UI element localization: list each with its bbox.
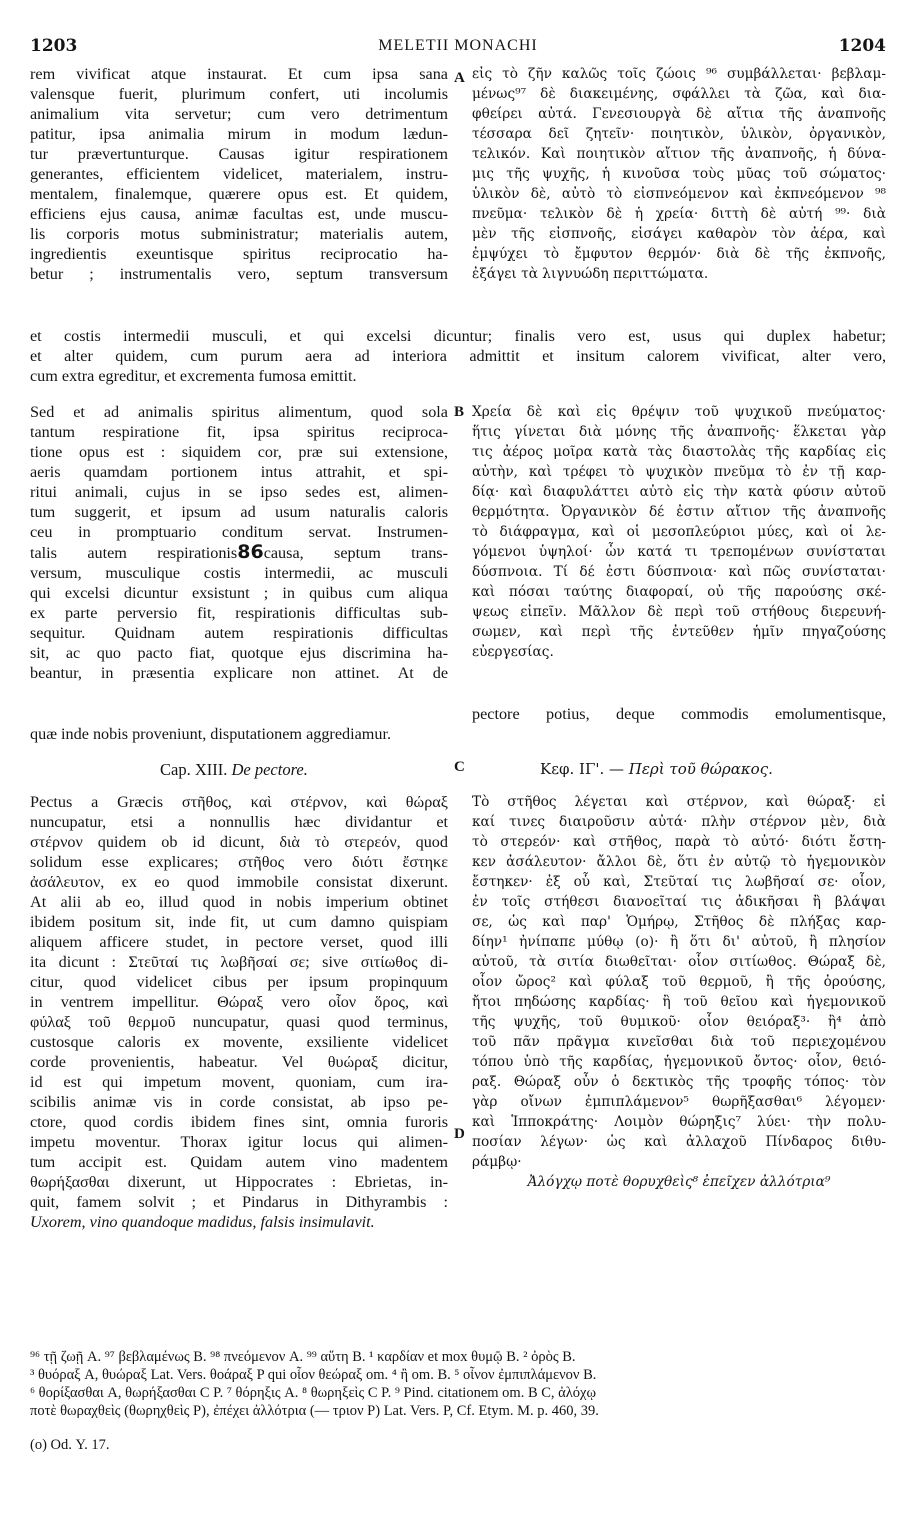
full-width-text-block1 [30, 326, 886, 386]
full-width-line: quæ inde nobis proveniunt, disputationem aggrediamur. [30, 725, 392, 743]
greek-line: εὐεργεσίας. [472, 644, 554, 660]
latin-line: custosque caloris ex movente, exsiliente videlicet [30, 1033, 448, 1051]
greek-line: ραξ. Θώραξ οὖν ὁ δεκτικὸς τῆς τροφῆς τόπος· τὸν [472, 1074, 886, 1090]
greek-line: μὲν τῆς εἰσπνοῆς, εἰσάγει καθαρὸν τὸν ἀέρα, καὶ [472, 226, 886, 242]
source-note-text: (o) Od. Υ. 17. [30, 1437, 110, 1453]
latin-line: corde provenientis, habeatur. Vel θυώραξ dicitur, [30, 1053, 448, 1071]
latin-line: patitur, ipsa animalia mirum in modum lædun- [30, 125, 448, 143]
greek-line: μένως⁹⁷ δὲ διακειμένης, σφάλλει τὰ ζῶα, καὶ δια- [472, 86, 886, 102]
full-width-line: cum extra egreditur, et excrementa fumosa emittit. [30, 367, 357, 385]
greek-line: γόμενοι ὑψηλοί· ὧν κατά τι τρεπομένων συνίσταται [472, 544, 886, 560]
greek-line: τελικόν. Καὶ ποιητικὸν αἴτιον τῆς ἀναπνοῆς, ἡ δύνα- [472, 146, 886, 162]
greek-line: φθείρει αὐτά. Γενεσιουργὰ δὲ αἴτια τῆς ἀναπνοῆς [472, 106, 886, 122]
greek-line: τοῦ πᾶν πρᾶγμα κινεῖσθαι διὰ τοῦ περιεχομένου [472, 1034, 886, 1050]
greek-chapter-number: Κεφ. ΙΓ'. — [540, 760, 625, 778]
running-title: MELETII MONACHI [378, 37, 538, 54]
latin-line: θωρήξασθαι dixerunt, ut Hippocrates : Ebrietas, in- [30, 1173, 448, 1191]
latin-line [30, 542, 448, 563]
latin-line: ingredientis exeuntisque spiritus reciprocatio ha- [30, 245, 448, 263]
latin-line: solidum esse explicares; στῆθος vero διότι ἔστηκε [30, 853, 448, 871]
greek-line: οἷον ὤρος² καὶ φύλαξ τοῦ θερμοῦ, ἢ τῆς ὀρούσης, [472, 974, 886, 990]
latin-line: sit, ac quo pacto fiat, quotque ejus discrimina ha- [30, 644, 448, 662]
latin-line-fragment: causa, septum trans- [263, 544, 448, 562]
footnote-line: ⁶ θορίξασθαι A, θωρήξασθαι C P. ⁷ θόρηξις A. ⁸ θωρηξεὶς C P. ⁹ Pind. citationem om. B C, ἀλόχῳ [30, 1385, 597, 1401]
greek-line: ἤτοι πηδώσης καρδίας· ἢ τοῦ θεῖου καὶ ἡγεμονικοῦ [472, 994, 886, 1010]
latin-line: aeris quamdam portionem intus attrahit, et spi- [30, 463, 448, 481]
latin-line: ibidem positum sit, inde fit, ut cum damno quispiam [30, 913, 448, 931]
greek-chapter-title: Περὶ τοῦ θώρακος. [628, 760, 773, 778]
greek-line: γὰρ οἴνων ἐμπιπλάμενον⁵ θωρῆξασθαι⁶ λέγομεν· [472, 1094, 886, 1110]
greek-line: τόπου ὑπὸ τῆς καρδίας, ἡγεμονικοῦ ὄντος· οἷον, θειό- [472, 1054, 886, 1070]
margin-column-number: 86 [237, 542, 264, 563]
latin-line: efficiens ejus causa, animæ facultas est, unde muscu- [30, 205, 448, 223]
latin-line: ceu in promptuario conditum servat. Instrumen- [30, 523, 448, 541]
latin-chapter-heading [160, 760, 308, 780]
greek-line: τῆς ψυχῆς, τοῦ θυμικοῦ· οἷον θειόραξ³· ἢ⁴ ἀπὸ [472, 1014, 886, 1030]
latin-line: tum suggerit, et ipsum ad usum naturalis caloris [30, 503, 448, 521]
latin-line: beantur, in præsentia explicare non attinet. At de [30, 664, 448, 682]
latin-line: qui excelsi dicuntur exsistunt ; in quibus cum aliqua [30, 584, 448, 602]
latin-column-block3 [30, 792, 448, 1232]
latin-column-block2 [30, 402, 448, 683]
latin-line: tione opus est : siquidem cor, præ sui extensione, [30, 443, 448, 461]
latin-line: impetu moventur. Thorax igitur locus qui alimen- [30, 1133, 448, 1151]
latin-column-block1 [30, 64, 448, 284]
latin-line: quit, famem solvit ; et Pindarus in Dithyrambis : [30, 1193, 448, 1211]
latin-line: id est qui impetum movent, quoniam, cum ira- [30, 1073, 448, 1091]
latin-line: generantes, efficientem videlicet, materialem, instru- [30, 165, 448, 183]
page-number-right: 1204 [838, 36, 886, 56]
greek-line: τέσσαρα δεῖ ζητεῖν· ποιητικὸν, ὑλικὸν, ὀργανικὸν, [472, 126, 886, 142]
greek-line: κεν ἀσάλευτον· ἄλλοι δὲ, ὅτι ἐν αὐτῷ τὸ ἡγεμονικὸν [472, 854, 886, 870]
latin-line: nuncupatur, etsi a nonnullis hæc dividantur et [30, 813, 448, 831]
latin-line: Uxorem, vino quandoque madidus, falsis insimulavit. [30, 1213, 375, 1231]
latin-chapter-number: Cap. XIII. [160, 760, 228, 779]
greek-line: Τὸ στῆθος λέγεται καὶ στέρνον, καὶ θώραξ· εἰ [472, 794, 886, 810]
latin-line-fragment: talis autem respirationis [30, 544, 238, 562]
section-marker-d: D [454, 1126, 465, 1142]
full-width-line: pectore potius, deque commodis emolumentisque, [472, 705, 886, 723]
latin-line: sequitur. Quidnam autem respirationis difficultas [30, 624, 448, 642]
greek-column-block1 [472, 64, 886, 284]
latin-line: ita dicunt : Στεῦταί τις λωβῆσαί σε; sive σιτίωθος di- [30, 953, 448, 971]
full-width-line: et alter quidem, cum purum aera ad interiora admittit et insitum calorem vivificat, alter vero, [30, 347, 886, 365]
greek-line: σωμεν, καὶ περὶ τῆς ἐντεῦθεν ἡμῖν πηγαζούσης [472, 624, 886, 640]
greek-line: θερμότητα. Ὀργανικὸν δέ ἐστιν αἴτιον τῆς ἀναπνοῆς [472, 504, 886, 520]
greek-line: δύσπνοια. Τί δέ ἐστι δύσπνοια· καὶ πῶς συνίσταται· [472, 564, 886, 580]
greek-line: δίᾳ· καὶ διαφυλάττει αὐτὸ εἰς τὴν κατὰ φύσιν αὐτοῦ [472, 484, 886, 500]
latin-line: At alii ab eo, illud quod in nobis imperium obtinet [30, 893, 448, 911]
latin-line: versum, musculique costis intermedii, ac musculi [30, 564, 448, 582]
latin-line: ctore, quod cordis ibidem fines sint, omnia furoris [30, 1113, 448, 1131]
greek-line: ράμβῳ· [472, 1154, 522, 1170]
greek-chapter-heading [540, 760, 773, 778]
latin-line: lis corporis motus subministratur; materialis autem, [30, 225, 448, 243]
greek-line: μις τῆς ψυχῆς, ἡ κινοῦσα τοὺς μῦας τοῦ σώματος· [472, 166, 886, 182]
greek-line: πνεῦμα· τελικὸν δὲ ἡ χρεία· διττὴ δὲ αὐτή ⁹⁹· διὰ [472, 206, 886, 222]
greek-line: σε, ὡς καὶ παρ' Ὁμήρῳ, Στῆθος δὲ πλήξας καρ- [472, 914, 886, 930]
greek-line: καὶ πόσαι ταύτης διαφοραί, οὐ τῆς παρούσης σκέ- [472, 584, 886, 600]
greek-line: τὸ στερεόν· καὶ στῆθος, παρὰ τὸ αὐτό· διότι ἔστη- [472, 834, 886, 850]
latin-line: tur prævertunturque. Causas igitur respirationem [30, 145, 448, 163]
section-marker-c: C [454, 759, 465, 775]
greek-line: αὐτοῦ, τὰ σιτία διωθεῖται· οἷον σιτίωθος. Θώραξ δὲ, [472, 954, 886, 970]
footnote-line: ³ θυόραξ A, θυώραξ Lat. Vers. θοάραξ P qui οἷον θεώραξ om. ⁴ ἢ om. B. ⁵ οἶνον ἐμπιπλάμενον B. [30, 1367, 597, 1383]
greek-line: δίην¹ ἠνίπαπε μύθῳ (o)· ἢ ὅτι δι' αὐτοῦ, ἢ πλησίον [472, 934, 886, 950]
latin-line: ἀσάλευτον, ex eo quod immobile consistat dixerunt. [30, 873, 448, 891]
greek-line: ἐξάγει τὰ λιγνυώδη περιττώματα. [472, 266, 709, 282]
greek-line: ἔστηκεν· ἐξ οὗ καὶ, Στεῦταί τις λωβῆσαί σε· οἷον, [472, 874, 886, 890]
section-marker-b: B [454, 404, 465, 420]
latin-line: animalium vita servetur; cum vero detrimentum [30, 105, 448, 123]
latin-line: scibilis animæ vis in corde consistat, ab ipso pe- [30, 1093, 448, 1111]
latin-line: rem vivificat atque instaurat. Et cum ipsa sana [30, 65, 448, 83]
full-width-text-block2 [30, 724, 490, 744]
latin-line: valensque fuerit, plurimum confert, uti incolumis [30, 85, 448, 103]
latin-line: tum accipit est. Quidam autem vino madentem [30, 1153, 448, 1171]
latin-chapter-title: De pectore. [231, 760, 308, 779]
page-number-left: 1203 [30, 36, 78, 56]
latin-line: στέρνον quidem ob id dicunt, διὰ τὸ στερεόν, quod [30, 833, 448, 851]
greek-line: εἰς τὸ ζῆν καλῶς τοῖς ζώοις ⁹⁶ συμβάλλεται· βεβλαμ- [472, 66, 886, 82]
footnotes [30, 1348, 886, 1420]
greek-column-block3 [472, 792, 886, 1192]
greek-line: ἥτις γίνεται διὰ μόνης τῆς ἀναπνοῆς· ἕλκεται γὰρ [472, 424, 886, 440]
latin-line: citur, quod videlicet cibus per ipsum propinquum [30, 973, 448, 991]
greek-line: ἐμψύχει τὸ ἔμφυτον θερμόν· διὰ δὲ τῆς ἐκπνοῆς, [472, 246, 886, 262]
greek-line: καὶ Ἱπποκράτης· Λοιμὸν θώρηξις⁷ λύει· τὴν πολυ- [472, 1114, 886, 1130]
latin-line: aliquem afficere studet, in pectore verset, quod illi [30, 933, 448, 951]
latin-line: betur ; instrumentalis vero, septum transversum [30, 265, 448, 283]
footnote-line: ⁹⁶ τῇ ζωῇ A. ⁹⁷ βεβλαμένως B. ⁹⁸ πνεόμενον A. ⁹⁹ αὕτη B. ¹ καρδίαν et mox θυμῷ B. ² ὀρὸς B. [30, 1349, 576, 1365]
greek-line: ψεως εἰπεῖν. Μᾶλλον δὲ περὶ τοῦ στήθους διερευνή- [472, 604, 886, 620]
greek-line: Ἀλόγχῳ ποτὲ θορυχθεὶς⁸ ἐπεῖχεν ἀλλότρια⁹ [527, 1174, 831, 1190]
greek-line: ὑλικὸν δὲ, αὐτὸ τὸ εἰσπνεόμενον καὶ ἐκπνεόμενον ⁹⁸ [472, 186, 886, 202]
latin-line: tantum respiratione fit, ipsa spiritus reciproca- [30, 423, 448, 441]
full-width-line: et costis intermedii musculi, et qui excelsi dicuntur; finalis vero est, usus qui duplex habetur; [30, 327, 886, 345]
latin-line: Sed et ad animalis spiritus alimentum, quod sola [30, 403, 448, 421]
greek-line: τὸ διάφραγμα, καὶ οἱ μεσοπλεύριοι μύες, καὶ οἱ λε- [472, 524, 886, 540]
latin-line: ritui animali, cujus in se ipso sedes est, alimen- [30, 483, 448, 501]
latin-line: Pectus a Græcis στῆθος, καὶ στέρνον, καὶ θώραξ [30, 793, 448, 811]
page-header [30, 36, 886, 58]
greek-line: ποσίαν λέγων· ὡς καὶ ἀλλαχοῦ Πίνδαρος διθυ- [472, 1134, 886, 1150]
greek-line: αὐτὴν, καὶ τρέφει τὸ ψυχικὸν πνεῦμα τὸ ἐν τῇ καρ- [472, 464, 886, 480]
latin-line: φύλαξ τοῦ θερμοῦ nuncupatur, quasi quod terminus, [30, 1013, 448, 1031]
greek-line: Χρεία δὲ καὶ εἰς θρέψιν τοῦ ψυχικοῦ πνεύματος· [472, 404, 886, 420]
latin-line: mentalem, finalemque, quærere opus est. Et quidem, [30, 185, 448, 203]
greek-line: καί τινες διαιροῦσιν αὐτά· πλὴν στέρνον μὲν, διὰ [472, 814, 886, 830]
greek-line: τις ἀέρος μοῖρα κατὰ τὰς διαστολὰς τῆς καρδίας εἰς [472, 444, 886, 460]
greek-column-block2 [472, 402, 886, 662]
source-note [30, 1436, 886, 1454]
section-marker-a: A [454, 70, 465, 86]
latin-line: in ventrem impellitur. Θώραξ vero οἷον ὅρος, καὶ [30, 993, 448, 1011]
footnote-line: ποτὲ θωραχθεὶς (θωρηχθεὶς P), ἐπέχει ἀλλότρια (— τριον P) Lat. Vers. P, Cf. Etym. M. p. 460, 39. [30, 1403, 599, 1419]
greek-line: ἐν τοῖς στήθεσι διανοεῖταί τις ἀδικῆσαι ἢ βλάψαι [472, 894, 886, 910]
full-width-tail-block2 [472, 704, 886, 724]
latin-line: ex parte perversio fit, respirationis difficultas sub- [30, 604, 448, 622]
